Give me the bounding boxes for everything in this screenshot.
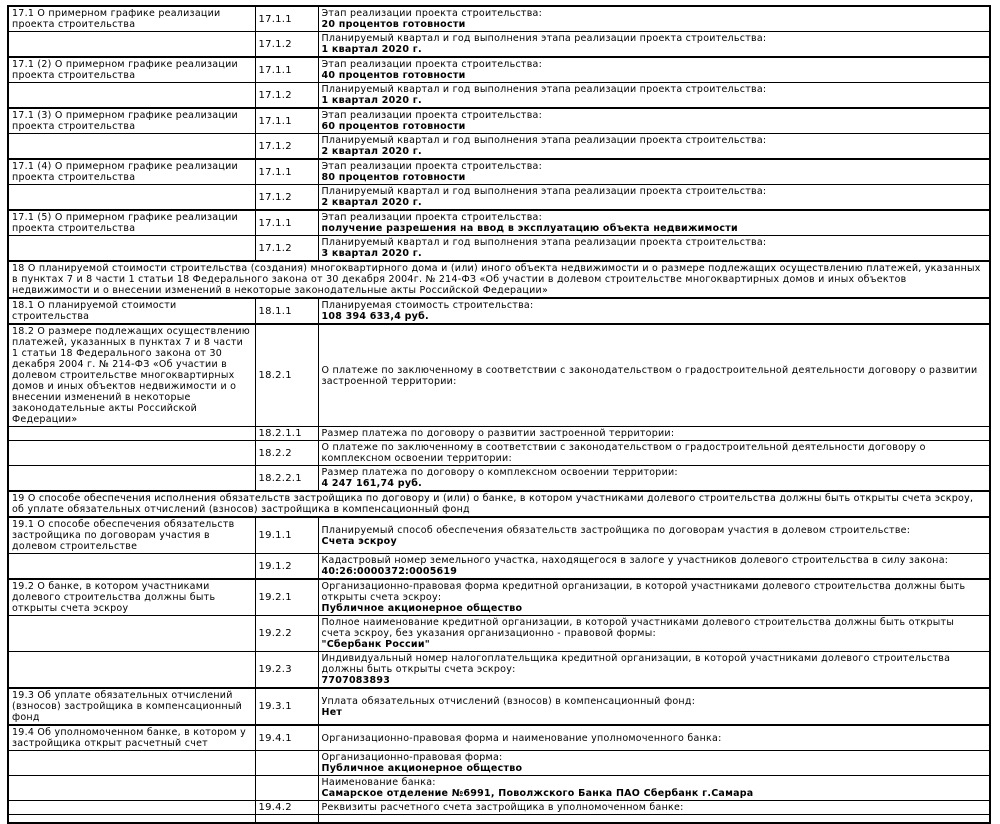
- item-content-cell: [318, 324, 990, 427]
- field-label: Этап реализации проекта строительства:: [321, 110, 543, 121]
- item-content-cell: [318, 185, 990, 211]
- field-value: 4 247 161,74 руб.: [321, 478, 423, 489]
- table-row: [8, 185, 990, 211]
- field-value: 40 процентов готовности: [321, 70, 466, 81]
- field-label: О платеже по заключенному в соответствии с законодательством о градостроительной деятельности договору о развитии застроенной территории:: [321, 364, 978, 387]
- table-row: [8, 159, 990, 185]
- field-label: Этап реализации проекта строительства:: [321, 8, 543, 19]
- field-label: Этап реализации проекта строительства:: [321, 161, 543, 172]
- item-content-cell: [318, 725, 990, 751]
- field-label: Планируемый квартал и год выполнения этапа реализации проекта строительства:: [321, 33, 767, 44]
- item-number-cell: [255, 776, 318, 801]
- item-number-cell: 19.1.1: [255, 517, 318, 554]
- item-description-cell: 19.2 О банке, в котором участниками долевого строительства должны быть открыты счета эскроу: [8, 579, 255, 616]
- field-label: Уплата обязательных отчислений (взносов) в компенсационный фонд:: [321, 695, 696, 707]
- item-description-cell: 17.1 О примерном графике реализации проекта строительства: [8, 6, 255, 32]
- table-row: [8, 554, 990, 580]
- item-description-cell: 17.1 (4) О примерном графике реализации проекта строительства: [8, 159, 255, 185]
- item-content-cell: [318, 57, 990, 83]
- table-row: [8, 83, 990, 109]
- table-row: [8, 725, 990, 751]
- table-row: [8, 652, 990, 689]
- item-description-cell: [8, 815, 255, 823]
- item-content-cell: [318, 236, 990, 262]
- field-value: 3 квартал 2020 г.: [321, 248, 422, 259]
- field-value: 7707083893: [321, 675, 391, 686]
- field-value: 60 процентов готовности: [321, 121, 466, 132]
- field-label: Планируемый квартал и год выполнения этапа реализации проекта строительства:: [321, 135, 767, 146]
- field-value: Публичное акционерное общество: [321, 763, 523, 774]
- field-label: Этап реализации проекта строительства:: [321, 212, 543, 223]
- table-row: [8, 134, 990, 160]
- item-content-cell: [318, 134, 990, 160]
- table-row: [8, 6, 990, 32]
- item-description-cell: 19.3 Об уплате обязательных отчислений (взносов) застройщика в компенсационный фонд: [8, 688, 255, 725]
- table-row: [8, 108, 990, 134]
- item-number-cell: 17.1.1: [255, 210, 318, 236]
- item-number-cell: 17.1.2: [255, 32, 318, 58]
- item-description-cell: [8, 751, 255, 776]
- item-number-cell: 18.2.1: [255, 324, 318, 427]
- item-description-cell: [8, 32, 255, 58]
- item-number-cell: 17.1.1: [255, 159, 318, 185]
- table-row: [8, 441, 990, 466]
- item-description-cell: [8, 801, 255, 815]
- table-row: [8, 57, 990, 83]
- table-row: [8, 298, 990, 324]
- item-description-cell: 18.1 О планируемой стоимости строительства: [8, 298, 255, 324]
- field-label: Планируемая стоимость строительства:: [321, 300, 534, 311]
- section-header: 18 О планируемой стоимости строительства (создания) многоквартирного дома и (или) иного объекта недвижимости и о размере подлежащих осуществлению платежей, указанных в пунктах 7 и 8 части 1 статьи 18 Федерального закона от 30 декабря 2004г. № 214-ФЗ «Об участии в долевом строительстве многоквартирных домов и иных объектов недвижимости и о внесении изменений в некоторые законодательные акты Российской Федерации»: [8, 261, 990, 298]
- field-label: Организационно-правовая форма и наименование уполномоченного банка:: [321, 732, 722, 744]
- item-number-cell: 19.2.3: [255, 652, 318, 689]
- item-description-cell: 19.4 Об уполномоченном банке, в котором у застройщика открыт расчетный счет: [8, 725, 255, 751]
- item-content-cell: [318, 427, 990, 441]
- project-declaration-table: [7, 5, 991, 824]
- item-content-cell: [318, 466, 990, 492]
- field-label: Размер платежа по договору о комплексном освоении территории:: [321, 467, 678, 478]
- field-label: Полное наименование кредитной организации, в которой участниками долевого строительства должны быть открыты счета эскроу, без указания организационно - правовой формы:: [321, 617, 955, 639]
- item-description-cell: 17.1 (5) О примерном графике реализации проекта строительства: [8, 210, 255, 236]
- document-page: [7, 5, 991, 824]
- item-content-cell: [318, 32, 990, 58]
- item-content-cell: [318, 751, 990, 776]
- table-row: [8, 776, 990, 801]
- item-number-cell: 19.2.2: [255, 616, 318, 652]
- item-description-cell: [8, 185, 255, 211]
- item-description-cell: [8, 236, 255, 262]
- item-number-cell: 17.1.2: [255, 134, 318, 160]
- field-label: Размер платежа по договору о развитии застроенной территории:: [321, 428, 675, 439]
- item-content-cell: [318, 298, 990, 324]
- table-row: [8, 466, 990, 492]
- item-content-cell: [318, 801, 990, 815]
- item-number-cell: 19.2.1: [255, 579, 318, 616]
- item-content-cell: [318, 616, 990, 652]
- section-header: 19 О способе обеспечения исполнения обязательств застройщика по договору и (или) о банке, в котором участниками долевого строительства должны быть открыты счета эскроу, об уплате обязательных отчислений (взносов) застройщика в компенсационный фонд: [8, 491, 990, 517]
- field-label: Реквизиты расчетного счета застройщика в уполномоченном банке:: [321, 802, 684, 813]
- field-label: Наименование банка:: [321, 777, 436, 788]
- item-description-cell: [8, 616, 255, 652]
- field-value: Счета эскроу: [321, 535, 397, 547]
- field-value: 1 квартал 2020 г.: [321, 44, 422, 55]
- field-value: Самарское отделение №6991, Поволжского Банка ПАО Сбербанк г.Самара: [321, 788, 754, 799]
- item-description-cell: 17.1 (3) О примерном графике реализации проекта строительства: [8, 108, 255, 134]
- item-content-cell: [318, 441, 990, 466]
- field-label: Организационно-правовая форма:: [321, 752, 503, 763]
- item-content-cell: [318, 159, 990, 185]
- item-number-cell: 19.3.1: [255, 688, 318, 725]
- field-value: Нет: [321, 706, 343, 718]
- field-value: 80 процентов готовности: [321, 172, 466, 183]
- field-value: 2 квартал 2020 г.: [321, 146, 422, 157]
- item-content-cell: [318, 554, 990, 580]
- field-label: Планируемый квартал и год выполнения этапа реализации проекта строительства:: [321, 237, 767, 248]
- item-content-cell: [318, 108, 990, 134]
- field-value: 20 процентов готовности: [321, 19, 466, 30]
- table-row: [8, 236, 990, 262]
- item-description-cell: [8, 652, 255, 689]
- field-label: Индивидуальный номер налогоплательщика кредитной организации, в которой участниками долевого строительства должны быть открыты счета эскроу:: [321, 653, 951, 675]
- table-row: [8, 579, 990, 616]
- item-description-cell: 18.2 О размере подлежащих осуществлению платежей, указанных в пунктах 7 и 8 части 1 статьи 18 Федерального закона от 30 декабря 2004 г. № 214-ФЗ «Об участии в долевом строительстве многоквартирных домов и иных объектов недвижимости и о внесении изменений в некоторые законодательные акты Российской Федерации»: [8, 324, 255, 427]
- item-content-cell: [318, 776, 990, 801]
- item-number-cell: 17.1.1: [255, 6, 318, 32]
- field-value: Публичное акционерное общество: [321, 603, 523, 614]
- item-content-cell: [318, 579, 990, 616]
- item-number-cell: 18.1.1: [255, 298, 318, 324]
- field-value: получение разрешения на ввод в эксплуатацию объекта недвижимости: [321, 223, 738, 234]
- table-row: [8, 751, 990, 776]
- field-label: Этап реализации проекта строительства:: [321, 59, 543, 70]
- item-description-cell: [8, 134, 255, 160]
- field-value: 2 квартал 2020 г.: [321, 197, 422, 208]
- field-label: Планируемый способ обеспечения обязательств застройщика по договорам участия в долевом строительстве:: [321, 524, 911, 536]
- item-number-cell: 18.2.2.1: [255, 466, 318, 492]
- item-description-cell: 17.1 (2) О примерном графике реализации проекта строительства: [8, 57, 255, 83]
- item-number-cell: [255, 751, 318, 776]
- field-label: Планируемый квартал и год выполнения этапа реализации проекта строительства:: [321, 84, 767, 95]
- item-number-cell: 17.1.1: [255, 108, 318, 134]
- item-number-cell: 19.4.2: [255, 801, 318, 815]
- table-row: [8, 815, 990, 823]
- field-value: 108 394 633,4 руб.: [321, 311, 429, 322]
- item-number-cell: 17.1.2: [255, 83, 318, 109]
- field-value: 40:26:0000372:0005619: [321, 566, 458, 577]
- item-number-cell: 17.1.2: [255, 185, 318, 211]
- item-number-cell: 17.1.2: [255, 236, 318, 262]
- item-number-cell: [255, 815, 318, 823]
- table-body: [8, 6, 990, 823]
- item-number-cell: 18.2.1.1: [255, 427, 318, 441]
- table-row: [8, 616, 990, 652]
- item-description-cell: [8, 554, 255, 580]
- table-row: [8, 32, 990, 58]
- item-description-cell: 19.1 О способе обеспечения обязательств застройщика по договорам участия в долевом строительстве: [8, 517, 255, 554]
- item-content-cell: [318, 210, 990, 236]
- item-content-cell: [318, 6, 990, 32]
- item-number-cell: 19.4.1: [255, 725, 318, 751]
- table-row: [8, 427, 990, 441]
- item-content-cell: [318, 517, 990, 554]
- table-row: [8, 324, 990, 427]
- field-label: Организационно-правовая форма кредитной организации, в которой участниками долевого строительства должны быть открыты счета эскроу:: [321, 581, 966, 603]
- item-content-cell: [318, 652, 990, 689]
- section-header-row: [8, 261, 990, 298]
- field-label: Кадастровый номер земельного участка, находящегося в залоге у участников долевого строительства в силу закона:: [321, 555, 949, 566]
- table-row: [8, 210, 990, 236]
- field-label: О платеже по заключенному в соответствии с законодательством о градостроительной деятельности договору о комплексном освоении территории:: [321, 442, 926, 464]
- item-content-cell: [318, 815, 990, 823]
- item-description-cell: [8, 776, 255, 801]
- item-number-cell: 19.1.2: [255, 554, 318, 580]
- field-label: Планируемый квартал и год выполнения этапа реализации проекта строительства:: [321, 186, 767, 197]
- item-number-cell: 18.2.2: [255, 441, 318, 466]
- item-description-cell: [8, 83, 255, 109]
- item-number-cell: 17.1.1: [255, 57, 318, 83]
- field-value: 1 квартал 2020 г.: [321, 95, 422, 106]
- table-row: [8, 801, 990, 815]
- section-header-row: [8, 491, 990, 517]
- item-description-cell: [8, 441, 255, 466]
- item-description-cell: [8, 427, 255, 441]
- table-row: [8, 517, 990, 554]
- item-description-cell: [8, 466, 255, 492]
- item-content-cell: [318, 83, 990, 109]
- field-value: "Сбербанк России": [321, 639, 430, 650]
